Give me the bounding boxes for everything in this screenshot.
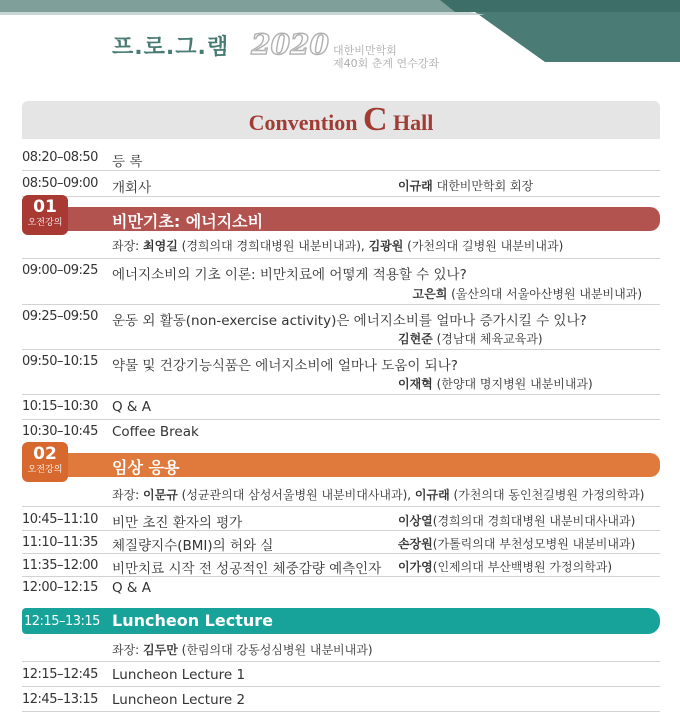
- row-speaker: [398, 375, 593, 392]
- chair-prefix: 좌장:: [112, 488, 144, 502]
- schedule-row: [22, 687, 660, 712]
- row-time: 12:45–13:15: [22, 692, 98, 707]
- row-time: 08:20–08:50: [22, 150, 98, 165]
- row-time: 10:30–10:45: [22, 424, 98, 439]
- lecture-row: [22, 531, 660, 554]
- speaker-affiliation: (인제의대 부산백병원 가정의학과): [432, 560, 613, 574]
- chair-affiliation: (가천의대 동인천길병원 가정의학과): [449, 488, 645, 502]
- row-title: 에너지소비의 기초 이론: 비만치료에 어떻게 적용할 수 있나?: [112, 267, 467, 283]
- row-title: 등 록: [112, 154, 143, 170]
- row-speaker: [398, 512, 635, 529]
- row-title: 체질량지수(BMI)의 허와 실: [112, 538, 274, 554]
- session-number: 02: [33, 444, 57, 464]
- chair-name: 김두만: [143, 643, 178, 657]
- schedule-row: [22, 145, 660, 171]
- row-time: 10:15–10:30: [22, 399, 98, 414]
- schedule-row: [22, 395, 660, 420]
- row-speaker: [413, 285, 642, 302]
- event-subtitle: [333, 44, 439, 70]
- row-time: 08:50–09:00: [22, 176, 98, 191]
- schedule-row: [22, 420, 660, 444]
- chair-affiliation: (한림의대 강동성심병원 내분비내과): [177, 643, 373, 657]
- row-speaker: [398, 330, 543, 347]
- schedule-row: [22, 171, 660, 197]
- session-number: 01: [33, 197, 57, 217]
- row-speaker: [398, 177, 533, 194]
- row-time: 09:25–09:50: [22, 309, 98, 324]
- speaker-affiliation: (한양대 명지병원 내분비내과): [436, 377, 593, 391]
- speaker-affiliation: (울산의대 서울아산병원 내분비내과): [451, 287, 642, 301]
- chair-name: 이규래: [414, 488, 450, 502]
- speaker-name: 이가영: [398, 560, 433, 574]
- hall-pre: Convention: [248, 110, 363, 135]
- speaker-name: 손장원: [398, 537, 433, 551]
- speaker-affiliation: (경남대 체육교육과): [436, 332, 543, 346]
- speaker-name: 이규래: [398, 179, 433, 193]
- row-title: 개회사: [112, 180, 152, 196]
- row-speaker: [398, 535, 635, 552]
- luncheon-time: 12:15–13:15: [24, 614, 100, 629]
- row-title: 비만치료 시작 전 성공적인 체중감량 예측인자: [112, 561, 382, 577]
- row-title: 비만 초진 환자의 평가: [112, 515, 243, 531]
- luncheon-bar: [22, 608, 660, 634]
- session-bar: [22, 453, 660, 477]
- row-title: Coffee Break: [112, 424, 199, 440]
- hall-post: Hall: [387, 110, 434, 135]
- program-heading: 프.로.그.램: [112, 35, 230, 60]
- chair-name: 이문규: [143, 488, 178, 502]
- schedule-row: [22, 577, 660, 599]
- speaker-name: 고은희: [412, 287, 448, 301]
- chair-prefix: 좌장:: [112, 239, 144, 253]
- hall-title: [22, 101, 660, 139]
- lecture-row: [22, 305, 660, 350]
- lecture-row: [22, 350, 660, 395]
- row-time: 09:00–09:25: [22, 263, 98, 278]
- session-title: 임상 응용: [112, 458, 180, 477]
- event-name: 제40회 춘계 연수강좌: [333, 57, 440, 70]
- lecture-row: [22, 259, 660, 305]
- chair-affiliation: (경희의대 경희대병원 내분비내과),: [177, 239, 369, 253]
- session-label: 오전강의: [27, 465, 63, 475]
- row-title: 약물 및 건강기능식품은 에너지소비에 얼마나 도움이 되나?: [112, 358, 458, 374]
- row-time: 11:10–11:35: [22, 535, 98, 550]
- schedule-row: [22, 662, 660, 687]
- row-title: Q & A: [112, 399, 151, 415]
- hall-letter: C: [362, 101, 388, 138]
- luncheon-chair: [112, 641, 373, 658]
- chair-prefix: 좌장:: [112, 643, 144, 657]
- speaker-affiliation: 대한비만학회 회장: [436, 179, 534, 193]
- luncheon-title: Luncheon Lecture: [112, 611, 273, 630]
- speaker-name: 이재혁: [398, 377, 433, 391]
- speaker-name: 김현준: [398, 332, 433, 346]
- row-title: Q & A: [112, 580, 151, 596]
- chair-name: 김광원: [368, 239, 404, 253]
- speaker-name: 이상열: [398, 514, 433, 528]
- year-logo: 2020: [251, 28, 330, 61]
- row-title: 운동 외 활동(non-exercise activity)은 에너지소비를 얼마나 증가시킬 수 있나?: [112, 313, 587, 329]
- header-title: [112, 28, 439, 70]
- chair-name: 최영길: [143, 239, 178, 253]
- speaker-affiliation: (가톨릭의대 부천성모병원 내분비내과): [432, 537, 636, 551]
- row-title: Luncheon Lecture 1: [112, 667, 246, 683]
- session-chairs: [112, 237, 563, 254]
- session-bar: [22, 207, 660, 231]
- row-speaker: [398, 558, 612, 575]
- session-title: 비만기초: 에너지소비: [112, 212, 264, 231]
- session-chairs: [112, 486, 644, 503]
- row-time: 09:50–10:15: [22, 354, 98, 369]
- row-time: 12:00–12:15: [22, 580, 98, 595]
- session-label: 오전강의: [27, 218, 63, 228]
- lecture-row: [22, 554, 660, 577]
- society-name: 대한비만학회: [333, 44, 397, 57]
- session-badge: [22, 195, 68, 235]
- lecture-row: [22, 508, 660, 531]
- row-time: 11:35–12:00: [22, 558, 98, 573]
- speaker-affiliation: (경희의대 경희대병원 내분비대사내과): [432, 514, 636, 528]
- chair-affiliation: (가천의대 길병원 내분비내과): [403, 239, 564, 253]
- row-time: 10:45–11:10: [22, 512, 98, 527]
- row-time: 12:15–12:45: [22, 667, 98, 682]
- session-badge: [22, 442, 68, 482]
- chair-affiliation: (성균관의대 삼성서울병원 내분비대사내과),: [177, 488, 415, 502]
- row-title: Luncheon Lecture 2: [112, 692, 246, 708]
